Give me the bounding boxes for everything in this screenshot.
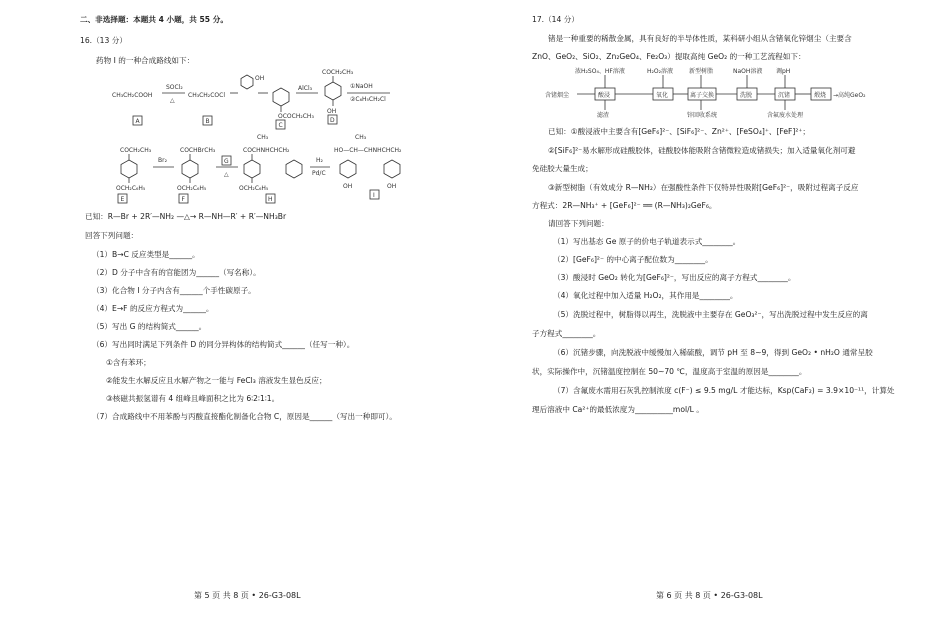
q17-question-6b: 状，实际操作中，沉锗温度控制在 50~70 ℃，温度高于室温的原因是________。 bbox=[532, 367, 807, 376]
q16-answer-prompt: 回答下列问题： bbox=[85, 231, 139, 240]
step-oxidation: 氧化 bbox=[656, 92, 669, 99]
reagent-alcl3: AlCl₃ bbox=[298, 85, 313, 92]
synthesis-scheme bbox=[0, 66, 475, 216]
q17-question-4: （4）氧化过程中加入适量 H₂O₂，其作用是________。 bbox=[553, 291, 738, 300]
e-bottom: OCH₂C₆H₅ bbox=[116, 185, 146, 192]
step-acid-leach: 酸浸 bbox=[598, 92, 611, 99]
q16-question-1: （1）B→C 反应类型是______。 bbox=[92, 250, 200, 259]
c-substituent: OCOCH₂CH₃ bbox=[278, 113, 314, 120]
q17-question-7a: （7）含氟废水需用石灰乳控制浓度 c(F⁻) ≤ 9.5 mg/L 才能达标，Ksp(CaF₂) = 3.9×10⁻¹¹，计算处 bbox=[553, 386, 895, 395]
e-top: COCH₂CH₃ bbox=[120, 147, 152, 154]
delta-2: △ bbox=[224, 171, 229, 178]
ring-d bbox=[325, 82, 341, 100]
reagent-naoh: NaOH溶液 bbox=[733, 68, 763, 75]
q16-question-4: （4）E→F 的反应方程式为______。 bbox=[92, 304, 214, 313]
q16-question-2: （2）D 分子中含有的官能团为______（写名称）。 bbox=[92, 268, 261, 277]
reagent-br2: Br₂ bbox=[158, 157, 167, 164]
q17-intro-2: ZnO、GeO₂、SiO₂、Zn₂GeO₄、Fe₂O₃）提取高纯 GeO₂ 的一种工艺流程如下： bbox=[532, 52, 806, 61]
box-h-label: H bbox=[268, 196, 273, 203]
i-oh-2: OH bbox=[387, 183, 397, 190]
step-ion-exchange: 离子交换 bbox=[690, 92, 715, 99]
q16-question-7: （7）合成路线中不用苯酚与丙酸直接酯化制备化合物 C，原因是______（写出一种即可）。 bbox=[92, 412, 397, 421]
reagent-socl2: SOCl₂ bbox=[166, 84, 183, 91]
reagent-pdc: Pd/C bbox=[312, 170, 326, 177]
box-c-label: C bbox=[278, 122, 283, 129]
d-bottom: OH bbox=[327, 108, 337, 115]
q17-known-3a: ③新型树脂（有效成分 R—NH₂）在强酸性条件下仅特异性吸附[GeF₆]²⁻，吸附过程离子反应 bbox=[548, 183, 859, 192]
process-flow bbox=[475, 64, 950, 124]
q16-condition-2: ②能发生水解反应且水解产物之一能与 FeCl₃ 溶液发生显色反应； bbox=[106, 376, 327, 385]
step-calcination: 煅烧 bbox=[814, 92, 827, 99]
step-naoh: ①NaOH bbox=[350, 83, 373, 90]
byproduct-fluoride: 含氟废水处理 bbox=[767, 112, 804, 119]
ring-f bbox=[182, 160, 198, 178]
h-bottom: OCH₂C₆H₅ bbox=[239, 185, 269, 192]
right-page-footer: 第 6 页 共 8 页 • 26-G3-08L bbox=[656, 591, 763, 600]
q17-question-5b: 子方程式________。 bbox=[532, 329, 601, 338]
q17-question-5a: （5）洗脱过程中，树脂得以再生，洗脱液中主要存在 GeO₃²⁻，写出洗脱过程中发生反应的离 bbox=[553, 310, 868, 319]
q17-question-7b: 理后溶液中 Ca²⁺的最低浓度为__________mol/L 。 bbox=[532, 405, 704, 414]
box-e-label: E bbox=[120, 196, 125, 203]
q17-known-1: 已知：①酸浸液中主要含有[GeF₆]²⁻、[SiF₆]²⁻、Zn²⁺、[FeSO₄]⁺、[FeF]²⁺； bbox=[548, 127, 811, 136]
flow-start: 含锗烟尘 bbox=[545, 92, 570, 99]
flow-end: →高纯GeO₂ bbox=[833, 92, 866, 99]
q16-intro: 药物 I 的一种合成路线如下： bbox=[96, 56, 195, 65]
q16-condition-3: ③核磁共振氢谱有 4 组峰且峰面积之比为 6∶2∶1∶1。 bbox=[106, 394, 280, 403]
compound-a-formula: CH₃CH₂COOH bbox=[112, 92, 153, 99]
box-i-label: I bbox=[373, 192, 375, 199]
box-b-label: B bbox=[205, 118, 210, 125]
left-page-footer: 第 5 页 共 8 页 • 26-G3-08L bbox=[194, 591, 301, 600]
q16-header: 16.（13 分） bbox=[80, 36, 127, 45]
h-methyl: CH₃ bbox=[257, 134, 269, 141]
box-a-label: A bbox=[135, 118, 140, 125]
q17-header: 17.（14 分） bbox=[532, 15, 579, 24]
q17-question-3: （3）酸浸时 GeO₂ 转化为[GeF₆]²⁻，写出反应的离子方程式________。 bbox=[553, 273, 796, 282]
i-chain: HO—CH—CHNHCHCH₂ bbox=[334, 147, 402, 154]
q17-question-2: （2）[GeF₆]²⁻ 的中心离子配位数为________。 bbox=[553, 255, 713, 264]
reagent-h2: H₂ bbox=[316, 157, 323, 164]
d-top: COCH₂CH₃ bbox=[322, 69, 354, 76]
q17-known-2a: ②[SiF₆]²⁻易水解形成硅酸胶体，硅酸胶体能吸附含锗微粒造成锗损失；加入适量氧化剂可避 bbox=[548, 146, 856, 155]
section-title: 二、非选择题：本题共 4 小题，共 55 分。 bbox=[80, 15, 228, 24]
delta-1: △ bbox=[170, 97, 175, 104]
f-top: COCHBrCH₃ bbox=[180, 147, 216, 154]
box-g-label: G bbox=[224, 158, 229, 165]
phenol-ring bbox=[241, 75, 253, 89]
reagent-resin: 新型树脂 bbox=[689, 68, 714, 75]
reagent-ph: 调pH bbox=[776, 68, 791, 75]
ring-i2 bbox=[384, 160, 400, 178]
q17-prompt: 请回答下列问题： bbox=[548, 219, 609, 228]
box-d-label: D bbox=[330, 117, 335, 124]
q17-question-1: （1）写出基态 Ge 原子的价电子轨道表示式________。 bbox=[553, 237, 741, 246]
ring-i1 bbox=[340, 160, 356, 178]
q16-question-5: （5）写出 G 的结构简式______。 bbox=[92, 322, 207, 331]
step-elution: 洗脱 bbox=[740, 92, 753, 99]
ring-e bbox=[121, 160, 137, 178]
q16-question-6: （6）写出同时满足下列条件 D 的同分异构体的结构简式______（任写一种）。 bbox=[92, 340, 355, 349]
ring-h1 bbox=[244, 160, 260, 178]
reagent-acid: 浓H₂SO₄、HF溶液 bbox=[575, 68, 625, 75]
f-bottom: OCH₂C₆H₅ bbox=[177, 185, 207, 192]
q17-known-2b: 免硅胶大量生成； bbox=[532, 164, 593, 173]
q17-intro-1: 锗是一种重要的稀散金属，具有良好的半导体性质，某科研小组从含锗氧化锌烟尘（主要含 bbox=[548, 34, 852, 43]
box-f-label: F bbox=[181, 196, 185, 203]
byproduct-zinc: 锌回收系统 bbox=[687, 112, 718, 119]
i-oh-1: OH bbox=[343, 183, 353, 190]
h-top: COCHNHCHCH₂ bbox=[243, 147, 290, 154]
q16-question-3: （3）化合物 I 分子内含有______个手性碳原子。 bbox=[92, 286, 256, 295]
step-precipitation: 沉锗 bbox=[778, 92, 791, 99]
ring-c bbox=[273, 88, 289, 106]
phenol-oh: OH bbox=[255, 75, 265, 82]
step-benzyl-chloride: ②C₆H₅CH₂Cl bbox=[350, 96, 386, 103]
q17-question-6a: （6）沉锗步骤，向洗脱液中缓慢加入稀硫酸，调节 pH 至 8~9，得到 GeO₂ • nH₂O 通常呈胶 bbox=[553, 348, 873, 357]
q16-known: 已知：R—Br + 2R′—NH₂ —△→ R—NH—R′ + R′—NH₃Br bbox=[85, 212, 287, 221]
ring-h2 bbox=[286, 160, 302, 178]
compound-b-formula: CH₃CH₂COCl bbox=[188, 92, 225, 99]
byproduct-residue: 滤渣 bbox=[597, 112, 610, 119]
i-methyl: CH₃ bbox=[355, 134, 367, 141]
q16-condition-1: ①含有苯环； bbox=[106, 358, 151, 367]
reagent-h2o2: H₂O₂溶液 bbox=[647, 68, 674, 75]
q17-known-3b: 方程式：2R—NH₃⁺ + [GeF₆]²⁻ ══ (R—NH₃)₂GeF₆。 bbox=[532, 201, 717, 210]
